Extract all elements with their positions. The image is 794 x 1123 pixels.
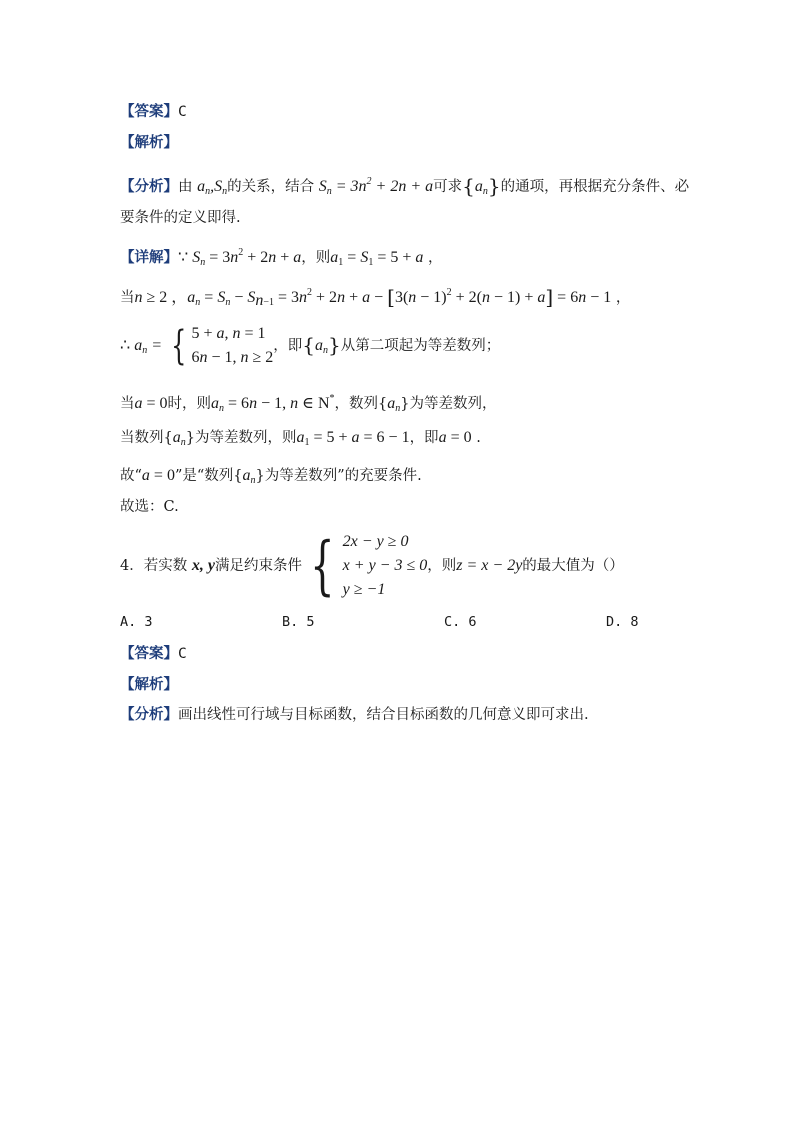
constraint-1: 2x − y ≥ 0 (342, 533, 409, 550)
fenxi-text-3: 可求 (433, 179, 463, 195)
fenxi-text-1: 由 (178, 179, 193, 195)
q4-stem-1: 4．若实数 (120, 558, 188, 574)
q4-answer-line (120, 644, 187, 664)
fenxi-line-2: 要条件的定义即得. (120, 210, 241, 226)
math-an-derivation: n ≥ 2 ，$a_n = S_n - S_{n-1} = 3n^2 + 2n + a - [3(n - 1)^2 + 2(n - 1) + a] = 6n - 1$ (134, 285, 612, 309)
constraint-brace: { (310, 529, 335, 603)
detail-tag: 【详解】 (120, 250, 178, 266)
when-a0-4: }为等差数列， (400, 396, 497, 412)
option-b: B. 5 (282, 614, 315, 630)
q3-analysis-line (120, 133, 178, 153)
constraint-3: y ≥ −1 (342, 581, 386, 598)
q4-analysis-line (120, 675, 178, 695)
option-a: A. 3 (120, 614, 153, 630)
conclusion-3: }为等差数列”的充要条件. (255, 468, 422, 484)
fenxi-text-4: 的通项，再根据充分条件、必 (500, 179, 690, 195)
q4-stem-line (120, 529, 624, 603)
q4-fenxi-line (120, 705, 589, 725)
when-n-ge-2: 当 (120, 290, 135, 306)
an-cases: 5 + a, n = 1 6n − 1, n ≥ 2 (191, 325, 274, 366)
when-a0-3: ，数列{ (334, 396, 388, 412)
q3-detail-line: 【详解】∵ $S_n = 3n^2 + 2n + a$，则$a_1 = S_1 = 5 + a$ ， (120, 247, 443, 268)
q3-cases-line (120, 322, 500, 370)
math-a-zero-3: a = 0 (141, 467, 175, 484)
conclusion-2: ”是“数列{ (174, 468, 243, 484)
constraints (343, 530, 428, 602)
math-because: ∵ $S_n = 3n^2 + 2n + a$ (178, 247, 302, 268)
math-an-small-2: $a_n$ (172, 429, 186, 448)
math-an-small-3: $a_n$ (242, 467, 256, 486)
q3-answer-line (120, 102, 187, 122)
math-an-eq: $a_n$ = (130, 337, 166, 356)
q4-fenxi-text: 画出线性可行域与目标函数，结合目标函数的几何意义即可求出. (178, 707, 589, 723)
answer-tag: 【答案】 (120, 104, 178, 120)
math-sn-formula: $S_n = 3n^2 + 2n + a$ (318, 176, 434, 197)
q4-fenxi-tag: 【分析】 (120, 707, 178, 723)
seq-text-2: 从第二项起为等差数列； (340, 338, 501, 354)
when-seq-3: ，即 (409, 430, 439, 446)
fenxi-tag: 【分析】 (120, 179, 178, 195)
math-xy: x, y (191, 557, 215, 574)
math-an-6n: $a_n = 6n - 1$, n ∈ N* (211, 393, 335, 414)
q4-stem-2: 满足约束条件 (214, 558, 302, 574)
therefore-symbol: ∴ (120, 337, 131, 354)
seq-text: ，即 (273, 338, 303, 354)
math-z: z = x − 2y (456, 557, 523, 574)
q3-fenxi-line-2 (120, 208, 241, 228)
q4-answer-tag: 【答案】 (120, 646, 178, 662)
choose-text: 故选：C. (120, 499, 179, 515)
q3-seq-line: 当数列$\{a_n\}$为等差数列，则$a_1 = 5 + a = 6 - 1$，即a = 0 . (120, 429, 481, 448)
q3-fenxi-line-1 (120, 172, 689, 202)
q4-stem-3: ，则 (427, 558, 457, 574)
math-a-zero: a = 0 (134, 395, 168, 412)
option-c: C. 6 (444, 614, 477, 630)
q4-analysis-tag: 【解析】 (120, 677, 178, 693)
math-seq: $\{a_n\}$ (462, 174, 501, 198)
when-seq: 当数列{ (120, 430, 173, 446)
q3-choose-line (120, 497, 179, 517)
when-seq-2: }为等差数列，则 (185, 430, 297, 446)
detail-text-1: ，则 (301, 250, 331, 266)
math-an-sn: $a_n,S_n$ (197, 178, 228, 197)
option-d: D. 8 (606, 614, 639, 630)
conclusion-1: 故“ (120, 468, 142, 484)
left-brace: { (171, 323, 187, 369)
math-an-small: $a_n$ (387, 395, 401, 414)
math-a1-eq: $a_1 = 5 + a = 6 - 1$ (296, 429, 410, 448)
math-a1: $a_1 = S_1 = 5 + a$ (330, 249, 424, 268)
answer-value: C (178, 104, 187, 120)
math-seq-2: $\{a_n\}$ (302, 333, 341, 357)
q4-answer-value: C (178, 646, 187, 662)
q4-stem-4: 的最大值为（） (522, 558, 624, 574)
math-a-zero-2: a = 0 (438, 429, 472, 446)
analysis-tag: 【解析】 (120, 135, 178, 151)
when-a0: 当 (120, 396, 135, 412)
fenxi-text-2: 的关系，结合 (227, 179, 315, 195)
q3-conclusion-line (120, 466, 422, 491)
constraint-2: x + y − 3 ≤ 0 (342, 557, 428, 574)
q3-a0-line (120, 389, 496, 419)
q3-n-ge-2-line: 当n ≥ 2 ，$a_n = S_n - S_{n-1} = 3n^2 + 2n + a - [3(n - 1)^2 + 2(n - 1) + a] = 6n - 1$ ， (120, 285, 631, 309)
when-a0-2: 时，则 (167, 396, 212, 412)
